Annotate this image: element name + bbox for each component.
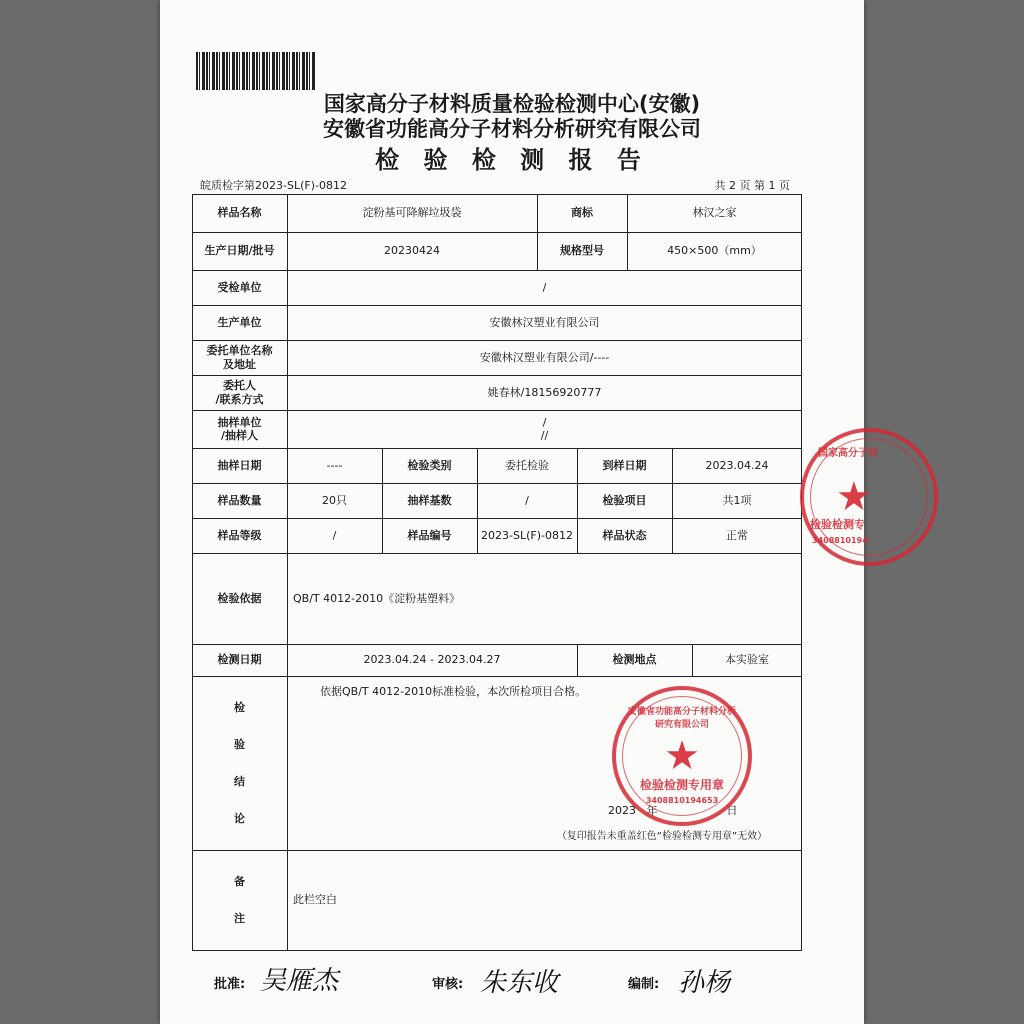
official-seal — [612, 686, 752, 826]
test-type-value: 委托检验 — [505, 458, 549, 472]
seal-purpose-text: 检验检测专用章 — [639, 778, 724, 792]
test-date-label: 检测日期 — [217, 653, 262, 667]
production-date-label: 生产日期/批号 — [204, 244, 275, 258]
approve-signature: 吴雁杰 — [260, 966, 339, 996]
contact-value: 姚春林/18156920777 — [487, 385, 602, 399]
brand-value: 林汉之家 — [692, 206, 737, 220]
producer-label: 生产单位 — [217, 315, 262, 329]
sampling-base-label: 抽样基数 — [407, 493, 452, 507]
seal-star-icon: ★ — [664, 733, 700, 779]
sampling-unit-label — [192, 410, 287, 448]
report-table — [192, 194, 802, 950]
seal-org-text: 安徽省功能高分子材料分析研究有限公司 — [627, 707, 736, 730]
test-date-value: 2023.04.24 - 2023.04.27 — [363, 653, 501, 667]
client-label-line2: 及地址 — [223, 357, 256, 371]
barcode — [196, 52, 316, 90]
remark-value: 此栏空白 — [293, 893, 337, 907]
org-line1: 国家高分子材料质量检验检测中心(安徽) — [323, 92, 701, 116]
sample-status-label: 样品状态 — [602, 528, 647, 542]
side-seal — [800, 428, 938, 566]
side-seal-star-icon: ★ — [836, 474, 872, 520]
conclusion-label — [192, 676, 287, 850]
copy-note: （复印报告未重盖红色“检验检测专用章”无效） — [556, 831, 768, 842]
side-seal-org-text: 国家高分子材 — [818, 448, 878, 459]
conclusion-char-2: 验 — [234, 737, 245, 751]
contact-label-line2: /联系方式 — [215, 392, 264, 406]
arrival-date-label: 到样日期 — [602, 458, 647, 472]
inspected-unit-label: 受检单位 — [217, 280, 262, 294]
org-line2: 安徽省功能高分子材料分析研究有限公司 — [323, 117, 701, 141]
client-value: 安徽林汉塑业有限公司/---- — [479, 350, 610, 364]
basis-label: 检验依据 — [217, 591, 262, 605]
remark-char-1: 备 — [234, 874, 245, 888]
sampling-base-value: / — [525, 493, 529, 507]
brand-label: 商标 — [571, 206, 593, 220]
sample-name-label: 样品名称 — [217, 206, 262, 220]
compile-signature: 孙杨 — [678, 968, 731, 998]
sampling-unit-label-line2: /抽样人 — [220, 429, 259, 442]
side-seal-code-text: 3408810194 — [812, 536, 868, 545]
conclusion-char-1: 检 — [234, 700, 245, 714]
review-label: 审核: — [432, 977, 464, 992]
test-type-label: 检验类别 — [407, 458, 452, 472]
grade-value: / — [332, 528, 337, 542]
review-signature: 朱东收 — [480, 968, 559, 998]
arrival-date-value: 2023.04.24 — [705, 458, 769, 472]
sampling-date-value: ---- — [326, 458, 343, 472]
conclusion-year-unit: 年 — [646, 804, 658, 818]
spec-label: 规格型号 — [560, 244, 604, 258]
seal-code-text: 3408810194653 — [645, 796, 719, 805]
grade-label: 样品等级 — [217, 528, 262, 542]
sampling-unit-value-line1: / — [542, 415, 547, 429]
quantity-value: 20只 — [322, 493, 347, 507]
compile-label: 编制: — [628, 977, 660, 992]
test-location-label: 检测地点 — [612, 653, 657, 667]
sampling-date-label: 抽样日期 — [217, 458, 262, 472]
client-label-line1: 委托单位名称 — [206, 344, 273, 358]
report-page — [160, 0, 878, 1024]
client-label — [192, 340, 287, 375]
sample-number-label: 样品编号 — [407, 528, 452, 542]
basis-value: QB/T 4012-2010《淀粉基塑料》 — [293, 591, 461, 605]
conclusion-year: 2023 — [608, 804, 636, 818]
test-items-value: 共1项 — [722, 493, 752, 507]
inspected-unit-value: / — [542, 280, 547, 294]
test-location-value: 本实验室 — [725, 653, 769, 667]
sample-name-value: 淀粉基可降解垃圾袋 — [362, 206, 462, 220]
approve-label: 批准: — [214, 977, 246, 992]
conclusion-day-unit: 日 — [726, 804, 738, 818]
sample-number-value: 2023-SL(F)-0812 — [481, 528, 573, 542]
side-seal-purpose-text: 检验检测专 — [810, 518, 865, 531]
sampling-unit-value — [287, 410, 802, 448]
spec-value: 450×500（mm） — [667, 244, 762, 258]
conclusion-char-4: 论 — [234, 812, 245, 826]
producer-value: 安徽林汉塑业有限公司 — [489, 315, 600, 329]
remark-label — [192, 850, 287, 950]
conclusion-char-3: 结 — [234, 775, 245, 788]
contact-label-line1: 委托人 — [223, 379, 256, 393]
test-items-label: 检验项目 — [602, 493, 647, 507]
document-title: 检 验 检 测 报 告 — [375, 146, 649, 174]
sample-status-value: 正常 — [726, 528, 748, 542]
sampling-unit-value-line2: // — [540, 429, 549, 442]
quantity-label: 样品数量 — [217, 493, 262, 507]
production-date-value: 20230424 — [384, 244, 440, 258]
page-info: 共 2 页 第 1 页 — [714, 179, 790, 192]
contact-label — [192, 375, 287, 410]
report-number: 皖质检字第2023-SL(F)-0812 — [200, 179, 347, 192]
conclusion-text: 依据QB/T 4012-2010标准检验，本次所检项目合格。 — [320, 685, 587, 699]
remark-char-2: 注 — [234, 912, 245, 925]
sampling-unit-label-line1: 抽样单位 — [217, 415, 262, 429]
